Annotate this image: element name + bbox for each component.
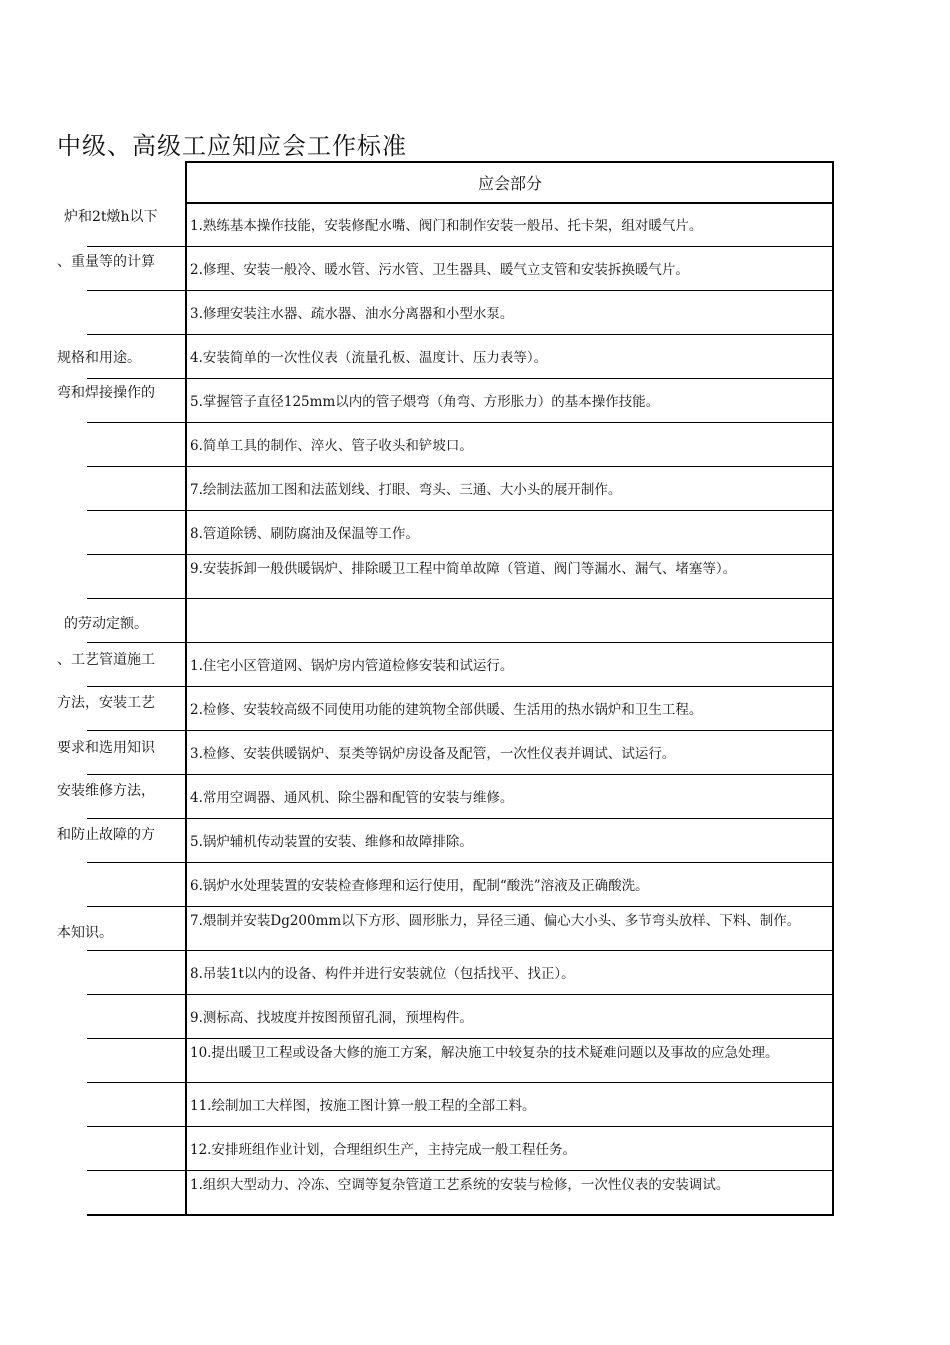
row-border (87, 1214, 834, 1216)
row-border (87, 290, 834, 291)
row-border (87, 1126, 834, 1127)
row-border (87, 730, 834, 731)
table-cell: 5.锅炉辅机传动装置的安装、维修和故障排除。 (190, 834, 473, 850)
row-border (87, 906, 834, 907)
row-border (87, 554, 834, 555)
left-fragment: 方法，安装工艺 (57, 695, 155, 711)
row-border (87, 378, 834, 379)
table-cell: 3.检修、安装供暖锅炉、泵类等锅炉房设备及配管，一次性仪表并调试、试运行。 (190, 746, 676, 762)
row-border (87, 510, 834, 511)
row-border (185, 202, 834, 204)
page-title: 中级、高级工应知应会工作标准 (57, 132, 407, 160)
row-border (87, 818, 834, 819)
table-cell: 9.安装拆卸一般供暖锅炉、排除暖卫工程中简单故障（管道、阀门等漏水、漏气、堵塞等）。 (190, 561, 737, 577)
table-cell: 2.修理、安装一般冷、暖水管、污水管、卫生器具、暖气立支管和安装拆换暖气片。 (190, 262, 689, 278)
row-border (87, 994, 834, 995)
left-fragment: 炉和2t燉h以下 (64, 209, 158, 225)
table-border-left (185, 161, 187, 1216)
row-border (87, 246, 834, 247)
left-fragment: 、工艺管道施工 (57, 652, 155, 668)
row-border (87, 1170, 834, 1171)
row-border (185, 161, 834, 163)
row-border (87, 334, 834, 335)
row-border (87, 1082, 834, 1083)
table-cell: 4.常用空调器、通风机、除尘器和配管的安装与维修。 (190, 790, 514, 806)
table-cell: 1.熟练基本操作技能，安装修配水嘴、阀门和制作安装一般吊、托卡架，组对暖气片。 (190, 218, 703, 234)
table-cell: 7.煨制并安装Dg200mm以下方形、圆形胀力，异径三通、偏心大小头、多节弯头放样、下料、制作。 (190, 913, 801, 929)
table-cell: 4.安装简单的一次性仪表（流量孔板、温度计、压力表等）。 (190, 350, 548, 366)
table-cell: 8.吊装1t以内的设备、构件并进行安装就位（包括找平、找正）。 (190, 966, 575, 982)
row-border (87, 1038, 834, 1039)
table-cell: 10.提出暖卫工程或设备大修的施工方案，解决施工中较复杂的技术疑难问题以及事故的应急处理。 (190, 1045, 779, 1061)
table-cell: 7.绘制法蓝加工图和法蓝划线、打眼、弯头、三通、大小头的展开制作。 (190, 482, 622, 498)
table-cell: 8.管道除锈、刷防腐油及保温等工作。 (190, 526, 419, 542)
left-fragment: 本知识。 (57, 925, 113, 941)
row-border (87, 642, 834, 643)
row-border (87, 686, 834, 687)
table-cell: 1.组织大型动力、冷冻、空调等复杂管道工艺系统的安装与检修，一次性仪表的安装调试。 (190, 1177, 730, 1193)
column-header: 应会部分 (477, 173, 542, 193)
left-fragment: 弯和焊接操作的 (57, 385, 155, 401)
row-border (87, 466, 834, 467)
row-border (87, 774, 834, 775)
left-fragment: 、重量等的计算 (57, 254, 155, 270)
row-border (87, 422, 834, 423)
left-fragment: 规格和用途。 (57, 350, 141, 366)
left-fragment: 安装维修方法， (57, 783, 155, 799)
table-cell: 6.锅炉水处理装置的安装检查修理和运行使用，配制“酸洗”溶液及正确酸洗。 (190, 878, 649, 894)
table-cell: 3.修理安装注水器、疏水器、油水分离器和小型水泵。 (190, 306, 514, 322)
table-cell: 11.绘制加工大样图，按施工图计算一般工程的全部工料。 (190, 1098, 536, 1114)
table-cell: 2.检修、安装较高级不同使用功能的建筑物全部供暖、生活用的热水锅炉和卫生工程。 (190, 702, 703, 718)
row-border (87, 950, 834, 951)
row-border (87, 598, 834, 599)
table-cell: 12.安排班组作业计划，合理组织生产，主持完成一般工程任务。 (190, 1142, 576, 1158)
table-cell: 6.简单工具的制作、淬火、管子收头和铲坡口。 (190, 438, 473, 454)
table-cell: 5.掌握管子直径125mm以内的管子煨弯（角弯、方形胀力）的基本操作技能。 (190, 394, 660, 410)
left-fragment: 要求和选用知识 (57, 740, 155, 756)
table-cell: 9.测标高、找坡度并按图预留孔洞，预埋构件。 (190, 1010, 473, 1026)
table-cell: 1.住宅小区管道网、锅炉房内管道检修安装和试运行。 (190, 658, 514, 674)
row-border (87, 862, 834, 863)
left-fragment: 和防止故障的方 (57, 827, 155, 843)
left-fragment: 的劳动定额。 (64, 616, 148, 632)
